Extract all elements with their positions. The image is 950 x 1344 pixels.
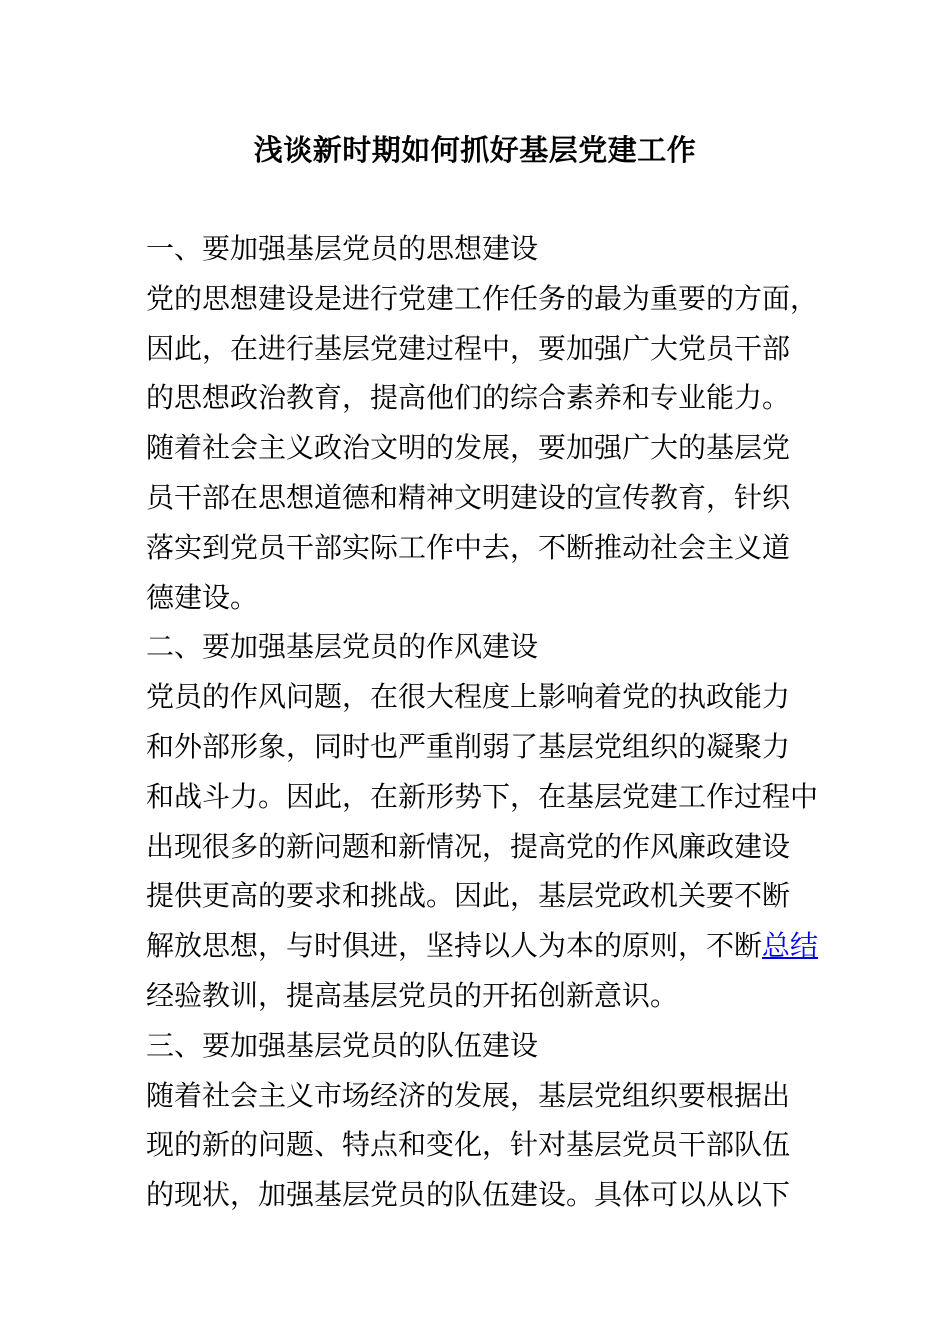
- paragraph-line: 的思想政治教育，提高他们的综合素养和专业能力。: [146, 381, 791, 415]
- paragraph-line-with-link: [146, 921, 819, 971]
- paragraph-line: 的现状，加强基层党员的队伍建设。具体可以从以下: [146, 1178, 791, 1212]
- paragraph-line: 提供更高的要求和挑战。因此，基层党政机关要不断: [146, 879, 791, 913]
- section-heading-3: 三、要加强基层党员的队伍建设: [146, 1028, 539, 1062]
- paragraph-line: 和战斗力。因此，在新形势下，在基层党建工作过程中: [146, 779, 819, 813]
- document-body: [146, 224, 819, 1220]
- section-heading-2: 二、要加强基层党员的作风建设: [146, 630, 539, 664]
- summary-link[interactable]: 总结: [762, 929, 819, 963]
- paragraph-line: 和外部形象，同时也严重削弱了基层党组织的凝聚力: [146, 729, 791, 763]
- paragraph-line: 随着社会主义市场经济的发展，基层党组织要根据出: [146, 1078, 791, 1112]
- paragraph-line: 出现很多的新问题和新情况，提高党的作风廉政建设: [146, 829, 791, 863]
- paragraph-line: 因此，在进行基层党建过程中，要加强广大党员干部: [146, 331, 791, 365]
- document-title: 浅谈新时期如何抓好基层党建工作: [253, 133, 697, 167]
- paragraph-line: 党的思想建设是进行党建工作任务的最为重要的方面，: [146, 281, 819, 315]
- paragraph-line: 经验教训，提高基层党员的开拓创新意识。: [146, 978, 679, 1012]
- paragraph-line: 现的新的问题、特点和变化，针对基层党员干部队伍: [146, 1128, 791, 1162]
- section-heading-1: 一、要加强基层党员的思想建设: [146, 232, 539, 265]
- paragraph-line: 随着社会主义政治文明的发展，要加强广大的基层党: [146, 431, 791, 465]
- paragraph-line: 党员的作风问题，在很大程度上影响着党的执政能力: [146, 680, 791, 714]
- paragraph-line: 员干部在思想道德和精神文明建设的宣传教育，针织: [146, 480, 791, 514]
- paragraph-line: 落实到党员干部实际工作中去，不断推动社会主义道: [146, 530, 791, 564]
- paragraph-line: 德建设。: [146, 580, 259, 614]
- paragraph-text: 解放思想，与时俱进，坚持以人为本的原则，不断: [146, 929, 763, 963]
